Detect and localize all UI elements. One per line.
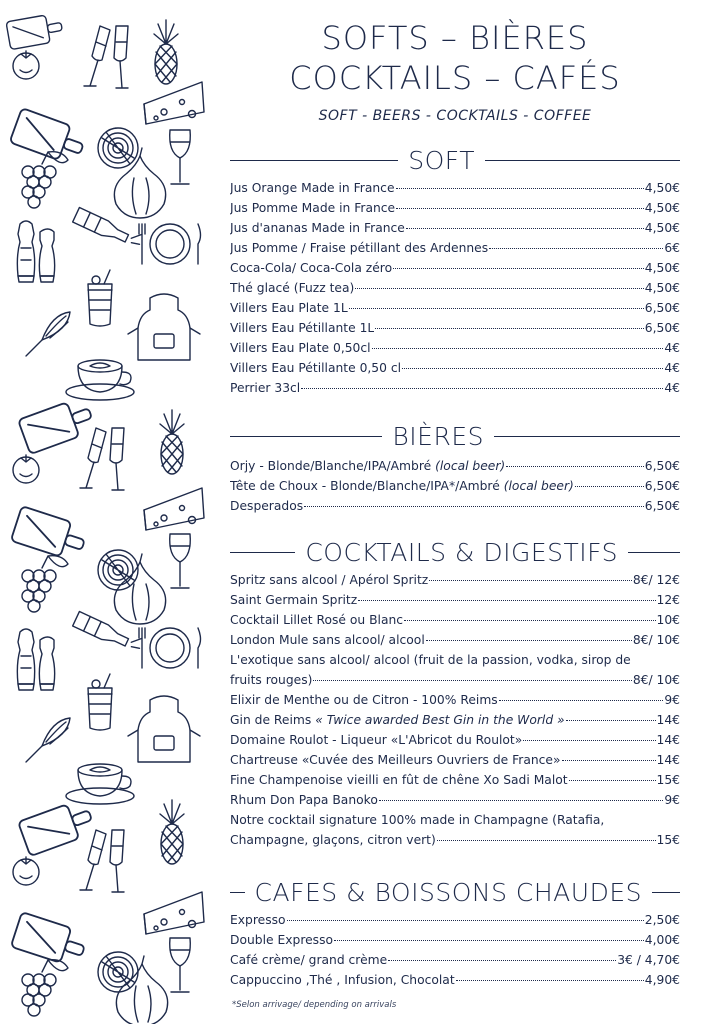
divider — [652, 892, 680, 893]
cutting-board-icon — [6, 13, 64, 50]
item-name: Villers Eau Plate 1L — [230, 301, 348, 315]
item-name: Desperados — [230, 499, 304, 513]
section-heading-cocktails — [230, 534, 680, 570]
item-price: 4,50€ — [644, 181, 680, 195]
cheese-icon — [144, 892, 204, 934]
bieres-list — [230, 456, 680, 516]
menu-item — [230, 610, 680, 630]
pepper-mill-icon — [17, 629, 54, 690]
item-name-line1: Notre cocktail signature 100% made in Champagne (Ratafia, — [230, 813, 605, 827]
item-note: (local beer) — [435, 459, 506, 473]
whisk-icon — [26, 718, 70, 762]
dot-leader — [375, 328, 644, 329]
item-name-wrap — [230, 218, 405, 238]
item-name-wrap — [230, 456, 505, 476]
page-title-line1: SOFTS – BIÈRES — [321, 19, 589, 57]
item-name-wrap — [230, 298, 348, 318]
item-name-wrap — [230, 970, 455, 990]
item-price: 8€/ 12€ — [632, 573, 680, 587]
item-name-line2-row — [230, 670, 680, 690]
coffee-cup-icon — [66, 360, 134, 400]
dot-leader — [499, 700, 664, 701]
dot-leader — [287, 920, 644, 921]
item-price: 9€ — [664, 693, 680, 707]
item-price: 4€ — [664, 361, 680, 375]
menu-item — [230, 770, 680, 790]
pineapple-icon — [160, 800, 184, 864]
dot-leader — [562, 760, 656, 761]
dot-leader — [575, 486, 644, 487]
item-price: 4,50€ — [644, 221, 680, 235]
item-price: 9€ — [664, 793, 680, 807]
menu-item — [230, 456, 680, 476]
champagne-glasses-icon — [80, 428, 124, 490]
item-name-wrap — [230, 630, 425, 650]
dot-leader — [426, 640, 632, 641]
cutting-board-icon — [18, 396, 96, 454]
dot-leader — [313, 680, 631, 681]
dot-leader — [393, 268, 644, 269]
divider — [485, 160, 680, 161]
item-price: 4€ — [664, 381, 680, 395]
whisk-icon — [26, 312, 70, 356]
item-price: 10€ — [656, 613, 680, 627]
item-name-wrap — [230, 318, 374, 338]
section-title: COCKTAILS & DIGESTIFS — [305, 537, 618, 567]
divider — [628, 552, 680, 553]
wine-bottle-icon — [73, 610, 144, 656]
item-price: 6,50€ — [644, 301, 680, 315]
item-price: 6,50€ — [644, 499, 680, 513]
item-name-wrap — [230, 570, 428, 590]
dot-leader — [301, 388, 663, 389]
menu-item — [230, 318, 680, 338]
menu-item — [230, 690, 680, 710]
champagne-glasses-icon — [84, 26, 128, 88]
item-name: Chartreuse «Cuvée des Meilleurs Ouvriers de France» — [230, 753, 561, 767]
pineapple-icon — [154, 20, 178, 84]
item-name: Jus Orange Made in France — [230, 181, 395, 195]
item-name-wrap — [230, 476, 574, 496]
tomato-icon — [13, 857, 39, 885]
decorative-illustration-strip — [0, 0, 215, 1024]
item-name: Gin de Reims — [230, 713, 316, 727]
menu-item — [230, 258, 680, 278]
menu-item — [230, 650, 680, 690]
item-name-line2-row — [230, 830, 680, 850]
item-name-wrap — [230, 770, 568, 790]
item-price: 2,50€ — [644, 913, 680, 927]
item-name: Double Expresso — [230, 933, 334, 947]
item-price: 4,50€ — [644, 281, 680, 295]
item-name-wrap — [230, 610, 403, 630]
menu-item — [230, 790, 680, 810]
fig-icon — [116, 956, 167, 1024]
cafes-list — [230, 910, 680, 990]
section-title: CAFES & BOISSONS CHAUDES — [254, 877, 642, 907]
dot-leader — [372, 348, 664, 349]
item-name: Jus Pomme Made in France — [230, 201, 396, 215]
wine-glass-icon — [170, 534, 191, 588]
dot-leader — [456, 980, 644, 981]
cocktails-list — [230, 570, 680, 850]
item-name-line2: Champagne, glaçons, citron vert) — [230, 833, 436, 847]
menu-item — [230, 378, 680, 398]
section-heading-bieres — [230, 418, 680, 454]
item-name-wrap — [230, 278, 354, 298]
item-note: « Twice awarded Best Gin in the World » — [315, 713, 565, 727]
menu-item — [230, 750, 680, 770]
item-name: Expresso — [230, 913, 286, 927]
item-name-wrap — [230, 358, 401, 378]
smoothie-icon — [88, 674, 112, 730]
item-price: 6,50€ — [644, 479, 680, 493]
plate-cutlery-icon — [139, 224, 201, 264]
dot-leader — [304, 506, 644, 507]
wine-glass-icon — [170, 130, 191, 184]
item-name: Villers Eau Pétillante 0,50 cl — [230, 361, 402, 375]
item-name: Cocktail Lillet Rosé ou Blanc — [230, 613, 404, 627]
item-price: 6,50€ — [644, 459, 680, 473]
item-name: Rhum Don Papa Banoko — [230, 793, 378, 807]
fig-icon — [114, 148, 165, 218]
item-name-wrap — [230, 790, 378, 810]
item-name: Elixir de Menthe ou de Citron - 100% Reims — [230, 693, 498, 707]
divider — [230, 436, 382, 437]
item-price: 14€ — [656, 713, 680, 727]
cheese-icon — [144, 488, 204, 530]
menu-item — [230, 590, 680, 610]
onion-icon — [98, 952, 138, 992]
item-name-wrap — [230, 910, 286, 930]
item-name: London Mule sans alcool/ alcool — [230, 633, 425, 647]
menu-item — [230, 476, 680, 496]
item-name: Cappuccino ,Thé , Infusion, Chocolat — [230, 973, 455, 987]
item-price: 4€ — [664, 341, 680, 355]
item-price: 3€ / 4,70€ — [617, 953, 680, 967]
menu-item — [230, 950, 680, 970]
dot-leader — [349, 308, 644, 309]
dot-leader — [406, 228, 644, 229]
item-name-wrap — [230, 950, 387, 970]
item-price: 15€ — [656, 773, 680, 787]
item-name: Tête de Choux - Blonde/Blanche/IPA*/Ambré — [230, 479, 504, 493]
divider — [494, 436, 680, 437]
dot-leader — [396, 188, 644, 189]
apron-icon — [128, 294, 200, 360]
item-name-wrap — [230, 178, 395, 198]
pepper-mill-icon — [17, 221, 54, 282]
item-price: 8€/ 10€ — [632, 673, 680, 687]
item-name-line2: fruits rouges) — [230, 673, 313, 687]
item-price: 12€ — [656, 593, 680, 607]
item-name-wrap — [230, 750, 561, 770]
plate-cutlery-icon — [139, 628, 201, 668]
dot-leader — [358, 600, 655, 601]
item-name: Domaine Roulot - Liqueur «L'Abricot du Roulot» — [230, 733, 523, 747]
divider — [230, 160, 398, 161]
menu-item — [230, 810, 680, 850]
menu-item — [230, 710, 680, 730]
dot-leader — [569, 780, 656, 781]
grapes-icon — [22, 960, 68, 1016]
menu-item — [230, 358, 680, 378]
cutting-board-icon — [11, 506, 89, 562]
divider — [230, 552, 295, 553]
dot-leader — [404, 620, 655, 621]
dot-leader — [523, 740, 655, 741]
dot-leader — [379, 800, 663, 801]
dot-leader — [489, 248, 663, 249]
item-price: 4,90€ — [644, 973, 680, 987]
item-name-wrap — [230, 730, 522, 750]
menu-item — [230, 930, 680, 950]
item-name: Villers Eau Plate 0,50cl — [230, 341, 371, 355]
champagne-glasses-icon — [80, 830, 124, 892]
grapes-icon — [22, 556, 68, 612]
item-price: 4,00€ — [644, 933, 680, 947]
tomato-icon — [13, 51, 39, 79]
item-price: 8€/ 10€ — [632, 633, 680, 647]
menu-item — [230, 198, 680, 218]
item-price: 4,50€ — [644, 201, 680, 215]
footnote: *Selon arrivage/ depending on arrivals — [232, 1000, 397, 1010]
dot-leader — [429, 580, 632, 581]
item-name: Thé glacé (Fuzz tea) — [230, 281, 355, 295]
dot-leader — [334, 940, 644, 941]
item-note: (local beer) — [503, 479, 574, 493]
grapes-icon — [22, 152, 68, 208]
page-title-line2: COCKTAILS – CAFÉS — [289, 59, 621, 97]
dot-leader — [396, 208, 644, 209]
item-name-wrap — [230, 690, 498, 710]
item-name-wrap — [230, 590, 357, 610]
item-price: 15€ — [656, 833, 680, 847]
menu-item — [230, 218, 680, 238]
item-name: Perrier 33cl — [230, 381, 301, 395]
item-price: 6€ — [664, 241, 680, 255]
dot-leader — [402, 368, 663, 369]
divider — [230, 892, 245, 893]
item-name: Jus d'ananas Made in France — [230, 221, 405, 235]
item-name: Jus Pomme / Fraise pétillant des Ardennes — [230, 241, 489, 255]
item-name-wrap — [230, 338, 371, 358]
item-name-line1: L'exotique sans alcool/ alcool (fruit de la passion, vodka, sirop de — [230, 653, 631, 667]
section-title: BIÈRES — [392, 421, 484, 451]
item-name: Coca-Cola/ Coca-Cola zéro — [230, 261, 393, 275]
dot-leader — [437, 840, 656, 841]
menu-item — [230, 298, 680, 318]
item-name-wrap — [230, 198, 395, 218]
soft-list — [230, 178, 680, 398]
dot-leader — [566, 720, 656, 721]
item-name-wrap — [230, 496, 303, 516]
item-price: 6,50€ — [644, 321, 680, 335]
menu-item — [230, 238, 680, 258]
item-name-wrap — [230, 378, 300, 398]
onion-icon — [98, 550, 138, 590]
item-name-wrap — [230, 238, 488, 258]
page-subtitle: SOFT - BEERS - COCKTAILS - COFFEE — [318, 108, 592, 124]
item-name: Spritz sans alcool / Apérol Spritz — [230, 573, 429, 587]
menu-item — [230, 730, 680, 750]
menu-item — [230, 278, 680, 298]
item-name-wrap — [230, 258, 392, 278]
item-name-wrap — [230, 710, 565, 730]
wine-glass-icon — [170, 938, 191, 992]
menu-item — [230, 570, 680, 590]
item-price: 14€ — [656, 733, 680, 747]
menu-item — [230, 496, 680, 516]
cutting-board-icon — [10, 108, 88, 166]
section-heading-soft — [230, 142, 680, 178]
section-title: SOFT — [408, 145, 475, 175]
menu-item — [230, 970, 680, 990]
pineapple-icon — [160, 410, 184, 474]
tomato-icon — [13, 455, 39, 483]
cutting-board-icon — [18, 798, 96, 856]
dot-leader — [388, 960, 616, 961]
item-name: Orjy - Blonde/Blanche/IPA/Ambré — [230, 459, 436, 473]
item-price: 14€ — [656, 753, 680, 767]
item-name: Café crème/ grand crème — [230, 953, 388, 967]
dot-leader — [506, 466, 644, 467]
apron-icon — [128, 696, 200, 762]
item-name: Fine Champenoise vieilli en fût de chêne Xo Sadi Malot — [230, 773, 568, 787]
menu-item — [230, 178, 680, 198]
menu-item — [230, 338, 680, 358]
section-heading-cafes — [230, 874, 680, 910]
smoothie-icon — [88, 270, 112, 326]
item-name-wrap — [230, 930, 333, 950]
onion-icon — [98, 128, 138, 168]
dot-leader — [355, 288, 643, 289]
item-name: Saint Germain Spritz — [230, 593, 358, 607]
item-price: 4,50€ — [644, 261, 680, 275]
item-name: Villers Eau Pétillante 1L — [230, 321, 375, 335]
menu-item — [230, 910, 680, 930]
coffee-cup-icon — [66, 764, 134, 804]
wine-bottle-icon — [73, 206, 144, 252]
menu-item — [230, 630, 680, 650]
cheese-icon — [144, 82, 204, 124]
